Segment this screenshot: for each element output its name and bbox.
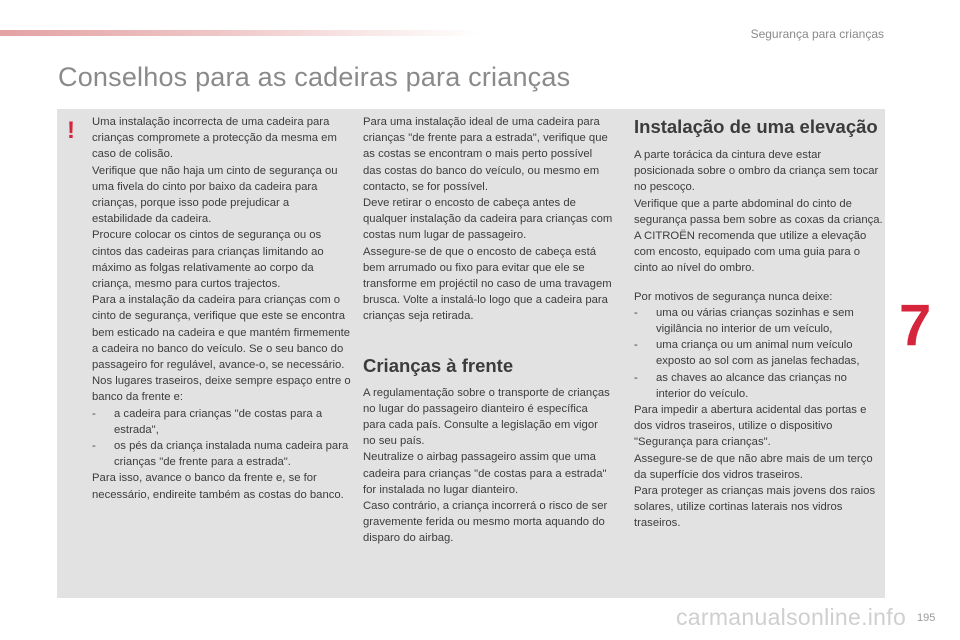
list-item: - as chaves ao alcance das crianças no interior do veículo. (634, 370, 884, 402)
safety-paragraph: Assegure-se de que não abre mais de um terço da superfície dos vidros traseiros. (634, 452, 873, 481)
booster-paragraph: Verifique que a parte abdominal do cinto de segurança passa bem sobre as coxas da criança. (634, 197, 883, 226)
safety-paragraph: Para impedir a abertura acidental das portas e dos vidros traseiros, utilize o dispositivo "Segurança para crianças". (634, 404, 867, 449)
page-title: Conselhos para as cadeiras para crianças (58, 62, 571, 92)
front-seat-heading: Crianças à frente (363, 354, 514, 376)
booster-paragraph: A CITROËN recomenda que utilize a elevação com encosto, equipado com uma guia para o cinto ao nível do ombro. (634, 230, 867, 275)
middle-column (363, 114, 613, 547)
rear-seat-list (92, 406, 352, 471)
middle-paragraph: Assegure-se de que o encosto de cabeça está bem arrumado ou fixo para evitar que ele se transforme em projéctil no caso de uma travagem brusca. Volte a instalá-lo logo que a cadeira para crianças seja retirada. (363, 245, 612, 323)
front-paragraph: Neutralize o airbag passageiro assim que uma cadeira para crianças "de costas para a estrada" for instalada no lugar dianteiro. (363, 451, 607, 496)
front-paragraph: Caso contrário, a criança incorrerá o risco de ser gravemente ferida ou mesmo morta aquando do disparo do airbag. (363, 500, 608, 545)
spacer (634, 277, 884, 289)
header-accent-bar (0, 30, 480, 36)
safety-paragraph: Para proteger as crianças mais jovens dos raios solares, utilize cortinas laterais nos vidros traseiros. (634, 485, 876, 530)
chapter-number: 7 (899, 293, 932, 358)
warning-paragraph: Procure colocar os cintos de segurança ou os cintos das cadeiras para crianças limitando ao máximo as folgas relativamente ao corpo da criança, mesmo para curtos trajectos. (92, 229, 324, 291)
warning-column (92, 114, 352, 503)
warning-paragraph: Verifique que não haja um cinto de segurança ou uma fivela do cinto por baixo da cadeira para crianças, porque isso pode prejudicar a estabilidade da cadeira. (92, 164, 338, 226)
safety-intro: Por motivos de segurança nunca deixe: (634, 290, 833, 303)
exclamation-icon: ! (67, 117, 75, 144)
front-paragraph: A regulamentação sobre o transporte de crianças no lugar do passageiro dianteiro é específica para cada país. Consulte a legislação em vigor no seu país. (363, 386, 610, 448)
safety-list (634, 305, 884, 402)
watermark: carmanualsonline.info (676, 604, 907, 630)
list-item: - uma criança ou um animal num veículo exposto ao sol com as janelas fechadas, (634, 337, 884, 369)
warning-paragraph: Para isso, avance o banco da frente e, se for necessário, endireite também as costas do banco. (92, 472, 344, 501)
list-item: - os pés da criança instalada numa cadeira para crianças "de frente para a estrada". (92, 438, 352, 470)
page-number: 195 (917, 612, 936, 624)
right-column (634, 116, 884, 532)
list-item: - uma ou várias crianças sozinhas e sem vigilância no interior de um veículo, (634, 305, 884, 337)
warning-paragraph: Uma instalação incorrecta de uma cadeira para crianças compromete a protecção da mesma em caso de colisão. (92, 116, 337, 161)
middle-paragraph: Deve retirar o encosto de cabeça antes de qualquer instalação da cadeira para crianças com costas num lugar de passageiro. (363, 197, 613, 242)
middle-paragraph: Para uma instalação ideal de uma cadeira para crianças "de frente para a estrada", verifique que as costas se encontram o mais perto possível das costas do banco do veículo, ou mesmo em contacto, se for possível. (363, 116, 608, 193)
list-item: - a cadeira para crianças "de costas para a estrada", (92, 406, 352, 438)
warning-paragraph: Para a instalação da cadeira para crianças com o cinto de segurança, verifique que este se encontra bem esticado na cadeira e que mantém firmemente a cadeira no banco do veículo. Se o seu banco do passageiro for regulável, avance-o, se necessário. (92, 294, 351, 372)
booster-paragraph: A parte torácica da cintura deve estar posicionada sobre o ombro da criança sem tocar no pescoço. (634, 149, 879, 194)
booster-heading: Instalação de uma elevação (634, 116, 878, 137)
section-header: Segurança para crianças (750, 27, 884, 41)
warning-paragraph: Nos lugares traseiros, deixe sempre espaço entre o banco da frente e: (92, 375, 351, 404)
